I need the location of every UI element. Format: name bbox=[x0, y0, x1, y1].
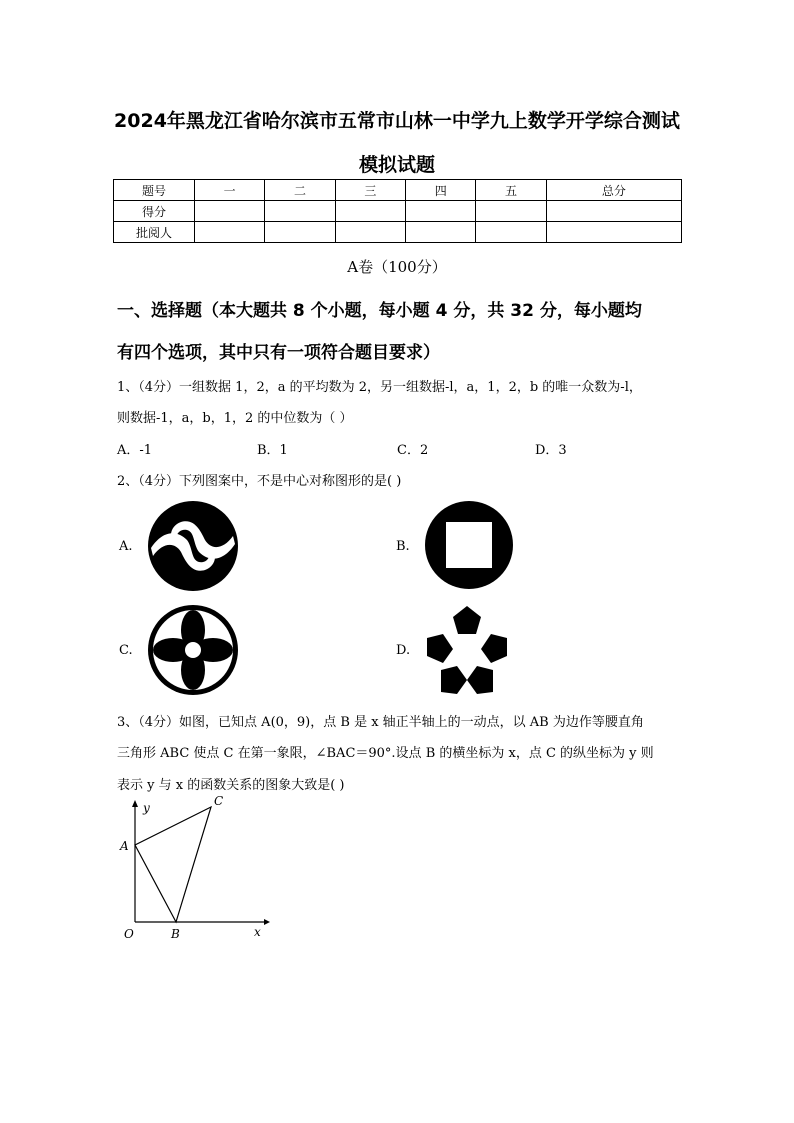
reviewer-row-label: 批阅人 bbox=[114, 222, 195, 243]
x-axis-arrow bbox=[264, 919, 270, 925]
score-table bbox=[113, 179, 682, 243]
triangle-coordinate-figure bbox=[114, 795, 274, 945]
question-2-option-b-label[interactable]: B. bbox=[396, 539, 410, 554]
score-header-cell: 总分 bbox=[546, 180, 681, 201]
label-x: x bbox=[254, 925, 261, 939]
question-2-option-c-label[interactable]: C. bbox=[119, 643, 133, 658]
pentagon-flower-figure[interactable] bbox=[421, 604, 513, 696]
score-cell[interactable] bbox=[406, 201, 476, 222]
section-heading-line-1: 一、选择题（本大题共 8 个小题，每小题 4 分，共 32 分，每小题均 bbox=[117, 301, 642, 321]
label-c: C bbox=[214, 795, 224, 808]
label-a: A bbox=[120, 839, 129, 853]
square-hole-coin-figure[interactable] bbox=[424, 500, 514, 590]
score-header-cell: 二 bbox=[265, 180, 335, 201]
y-axis-arrow bbox=[132, 800, 138, 807]
reviewer-cell[interactable] bbox=[476, 222, 546, 243]
question-1-option-d[interactable]: D．3 bbox=[535, 443, 567, 458]
section-heading-line-2: 有四个选项，其中只有一项符合题目要求） bbox=[117, 343, 440, 363]
yin-yang-wave-circle-figure[interactable] bbox=[147, 500, 239, 592]
question-3-line-2: 三角形 ABC 使点 C 在第一象限，∠BAC＝90°.设点 B 的横坐标为 x，点 C 的纵坐标为 y 则 bbox=[117, 746, 654, 761]
reviewer-cell[interactable] bbox=[265, 222, 335, 243]
volume-heading: A卷（100分） bbox=[347, 258, 447, 276]
score-table-header-row bbox=[114, 180, 682, 201]
question-1-line-2: 则数据-1，a，b，1，2 的中位数为（ ） bbox=[117, 411, 353, 426]
question-2-option-d-label[interactable]: D. bbox=[396, 643, 411, 658]
question-2-line-1: 2、（4分）下列图案中，不是中心对称图形的是( ) bbox=[117, 474, 402, 489]
label-y: y bbox=[143, 801, 150, 815]
score-header-cell: 四 bbox=[406, 180, 476, 201]
score-cell[interactable] bbox=[476, 201, 546, 222]
score-header-cell: 一 bbox=[195, 180, 265, 201]
label-b: B bbox=[171, 927, 180, 941]
document-title-line-2: 模拟试题 bbox=[358, 154, 435, 176]
question-1-option-a[interactable]: A．-1 bbox=[117, 443, 153, 458]
question-1-option-b[interactable]: B．1 bbox=[257, 443, 288, 458]
question-1-line-1: 1、（4分）一组数据 1，2，a 的平均数为 2，另一组数据-l，a，1，2，b 的唯一众数为-l， bbox=[117, 380, 642, 395]
question-2-option-a-label[interactable]: A. bbox=[119, 539, 133, 554]
score-cell[interactable] bbox=[195, 201, 265, 222]
triangle-abc bbox=[135, 807, 211, 922]
question-3-line-3: 表示 y 与 x 的函数关系的图象大致是( ) bbox=[117, 778, 345, 793]
score-header-cell: 三 bbox=[335, 180, 405, 201]
score-row-label: 得分 bbox=[114, 201, 195, 222]
reviewer-row bbox=[114, 222, 682, 243]
question-1-option-c[interactable]: C．2 bbox=[397, 443, 429, 458]
reviewer-cell[interactable] bbox=[195, 222, 265, 243]
score-header-cell: 五 bbox=[476, 180, 546, 201]
reviewer-cell[interactable] bbox=[335, 222, 405, 243]
four-petal-circle-figure[interactable] bbox=[147, 604, 239, 696]
reviewer-cell[interactable] bbox=[406, 222, 476, 243]
score-cell[interactable] bbox=[546, 201, 681, 222]
score-cell[interactable] bbox=[265, 201, 335, 222]
score-row bbox=[114, 201, 682, 222]
label-o: O bbox=[124, 927, 134, 941]
question-3-line-1: 3、（4分）如图，已知点 A(0，9)，点 B 是 x 轴正半轴上的一动点，以 AB 为边作等腰直角 bbox=[117, 715, 644, 730]
score-header-cell: 题号 bbox=[114, 180, 195, 201]
document-title-line-1: 2024年黑龙江省哈尔滨市五常市山林一中学九上数学开学综合测试 bbox=[114, 110, 680, 132]
reviewer-cell[interactable] bbox=[546, 222, 681, 243]
score-cell[interactable] bbox=[335, 201, 405, 222]
